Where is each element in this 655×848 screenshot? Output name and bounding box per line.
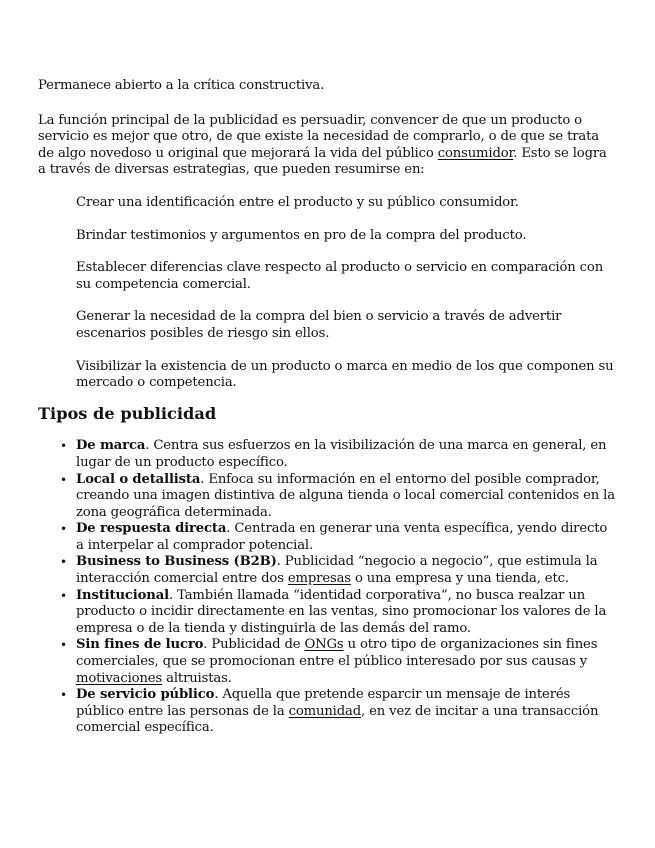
- bullet-icon: •: [60, 439, 67, 454]
- bullet-icon: •: [60, 522, 67, 537]
- bullet-icon: •: [60, 588, 67, 603]
- type-description: . También llamada “identidad corporativa”, no busca realzar un producto o incidir directamente en las ventas, sino promocionar los valores de la empresa o de la tienda y distinguirla de las demás del ramo.: [76, 587, 607, 636]
- strategy-item: Establecer diferencias clave respecto al producto o servicio en comparación con su competencia comercial.: [76, 260, 604, 292]
- list-item-de-servicio-publico: [60, 687, 618, 737]
- bullet-icon: •: [60, 688, 67, 703]
- type-description-end: altruistas.: [162, 670, 232, 686]
- type-description: . Enfoca su información en el entorno del posible comprador, creando una imagen distintiva de alguna tienda o local comercial contenidos en la zona geográfica determinada.: [76, 471, 615, 520]
- intro-critique-paragraph: Permanece abierto a la crítica constructiva.: [38, 78, 325, 93]
- type-description: . Aquella que pretende esparcir un mensaje de interés público entre las personas de la: [76, 687, 571, 719]
- section-heading-tipos: Tipos de publicidad: [38, 403, 217, 423]
- list-item-sin-fines-de-lucro: [60, 637, 618, 687]
- intro-main-text-after: . Esto se logra a través de diversas estrategias, que pueden resumirse en:: [38, 145, 607, 178]
- type-term: De respuesta directa: [76, 521, 227, 537]
- type-term: Local o detallista: [76, 471, 201, 487]
- bullet-icon: •: [60, 638, 67, 653]
- strategy-item: Brindar testimonios y argumentos en pro de la compra del producto.: [76, 227, 527, 243]
- intro-main-paragraph: [38, 113, 618, 179]
- type-term: De servicio público: [76, 687, 215, 703]
- list-item-de-respuesta-directa: [60, 521, 618, 554]
- list-item-de-marca: [60, 438, 618, 471]
- intro-main-text-before: La función principal de la publicidad es persuadir, convencer de que un producto o servicio es mejor que otro, de que existe la necesidad de comprarlo, o de que se trata de algo novedoso u original que mejorará la vida del público: [38, 112, 599, 161]
- type-description: . Centra sus esfuerzos en la visibilización de una marca en general, en lugar de un producto específico.: [76, 438, 607, 470]
- list-item-local-o-detallista: [60, 471, 618, 522]
- strategy-item: Crear una identificación entre el producto y su público consumidor.: [76, 194, 519, 210]
- type-description-cont: u otro tipo de organizaciones sin fines comerciales, que se promocionan entre el público interesado por sus causas y: [76, 637, 598, 670]
- document-page: [38, 78, 618, 737]
- bullet-icon: •: [60, 472, 67, 487]
- type-term: De marca: [76, 438, 146, 454]
- list-item-institucional: [60, 587, 618, 638]
- type-description: . Publicidad de: [203, 637, 305, 653]
- strategy-item: Generar la necesidad de la compra del bien o servicio a través de advertir escenarios posibles de riesgo sin ellos.: [76, 309, 562, 341]
- motivaciones-link[interactable]: motivaciones: [76, 670, 163, 686]
- type-description: . Centrada en generar una venta específica, yendo directo a interpelar al comprador potencial.: [76, 521, 608, 553]
- type-term: Sin fines de lucro: [76, 637, 204, 653]
- bullet-icon: •: [60, 555, 67, 570]
- type-description-cont: , en vez de incitar a una transacción comercial específica.: [76, 703, 599, 736]
- type-term: Business to Business (B2B): [76, 554, 277, 570]
- strategy-item: Visibilizar la existencia de un producto o marca en medio de los que componen su mercado o competencia.: [76, 358, 614, 391]
- ongs-link[interactable]: ONGs: [304, 637, 344, 653]
- comunidad-link[interactable]: comunidad: [288, 703, 362, 719]
- type-description-cont: o una empresa y una tienda, etc.: [350, 571, 569, 587]
- consumidor-link[interactable]: consumidor: [437, 145, 514, 161]
- type-description: . Publicidad “negocio a negocio”, que estimula la interacción comercial entre dos: [76, 554, 598, 587]
- types-list: [38, 438, 618, 737]
- list-item-b2b: [60, 554, 618, 587]
- empresas-link[interactable]: empresas: [287, 571, 351, 587]
- type-term: Institucional: [76, 587, 169, 603]
